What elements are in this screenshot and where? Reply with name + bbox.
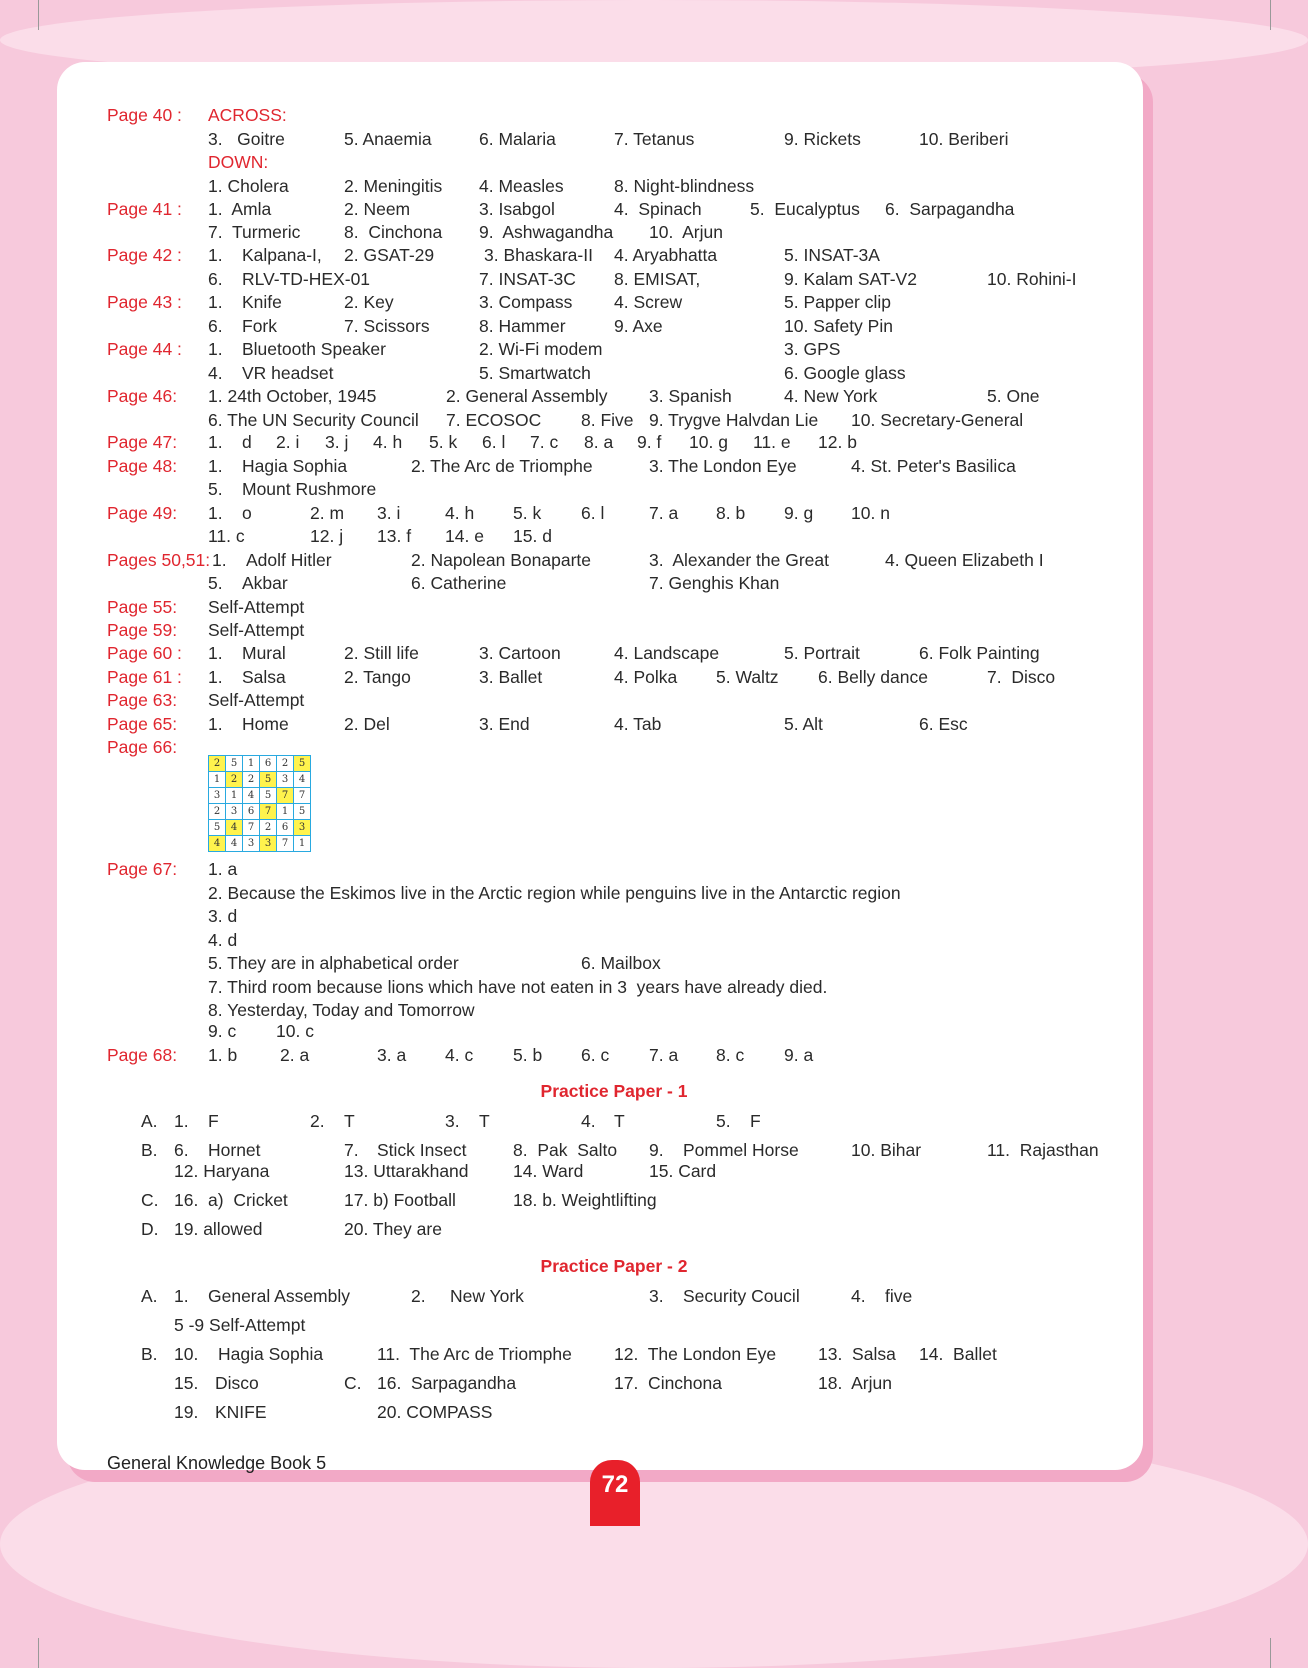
grid-cell: 5 xyxy=(260,772,277,788)
grid-cell: 2 xyxy=(209,756,226,772)
grid-cell: 3 xyxy=(294,820,311,836)
answer-item: 4. Queen Elizabeth I xyxy=(885,550,1044,570)
page-label: Page 59: xyxy=(107,620,178,640)
grid-cell: 2 xyxy=(226,772,243,788)
answer-item: 3. The London Eye xyxy=(649,456,797,476)
answer-item: 1. 24th October, 1945 xyxy=(208,386,377,406)
page-label: Page 42 : xyxy=(107,245,182,265)
answer-item: New York xyxy=(450,1286,524,1306)
grid-cell: 3 xyxy=(260,836,277,852)
grid-cell: 3 xyxy=(209,788,226,804)
answer-item: 2. xyxy=(411,1286,426,1306)
answer-item: 14. Ballet xyxy=(919,1344,997,1364)
answer-item: Akbar xyxy=(242,573,288,593)
answer-item: 3. i xyxy=(377,503,401,523)
answer-item: 6. Folk Painting xyxy=(919,643,1040,663)
answer-item: Home xyxy=(242,714,289,734)
answer-item: Mount Rushmore xyxy=(242,479,377,499)
answer-item: 9. f xyxy=(637,432,662,452)
answer-item: 13. Uttarakhand xyxy=(344,1161,469,1181)
answer-item: 6. Google glass xyxy=(784,363,906,383)
answer-item: Hornet xyxy=(208,1140,261,1160)
answer-item: 6. Mailbox xyxy=(581,953,661,973)
answer-item: 8. Hammer xyxy=(479,316,566,336)
answer-item: 4. Tab xyxy=(614,714,662,734)
answer-item: 7. Turmeric xyxy=(208,222,301,242)
answer-item: ACROSS: xyxy=(208,105,287,125)
answer-item: 3. Compass xyxy=(479,292,573,312)
page-label: Page 67: xyxy=(107,859,178,879)
grid-cell: 7 xyxy=(277,788,294,804)
page-label: Page 44 : xyxy=(107,339,182,359)
answer-item: 6. l xyxy=(581,503,605,523)
grid-cell: 5 xyxy=(226,756,243,772)
answer-item: 16. Sarpagandha xyxy=(377,1373,517,1393)
answer-item: 1. b xyxy=(208,1045,238,1065)
answer-item: 5. Anaemia xyxy=(344,129,432,149)
answer-item: 11. The Arc de Triomphe xyxy=(377,1344,572,1364)
page-label: Page 55: xyxy=(107,597,178,617)
answer-item: 3. Ballet xyxy=(479,667,543,687)
answer-item: 6. Sarpagandha xyxy=(885,199,1015,219)
answer-item: 1. xyxy=(174,1286,189,1306)
answer-item: 11. Rajasthan xyxy=(987,1140,1099,1160)
answer-item: 8. Cinchona xyxy=(344,222,443,242)
grid-row xyxy=(209,804,311,820)
answer-item: 5 -9 Self-Attempt xyxy=(174,1315,306,1335)
answer-item: 11. c xyxy=(208,526,245,546)
answer-item: 9. g xyxy=(784,503,814,523)
grid-cell: 7 xyxy=(243,820,260,836)
answer-item: 9. Rickets xyxy=(784,129,861,149)
answer-item: C. xyxy=(344,1373,362,1393)
answer-item: 3. d xyxy=(208,906,238,926)
answer-item: 1. xyxy=(208,456,223,476)
grid-cell: 6 xyxy=(277,820,294,836)
answer-item: T xyxy=(614,1111,625,1131)
answer-item: 3. xyxy=(649,1286,664,1306)
answer-item: 5. Papper clip xyxy=(784,292,892,312)
answer-item: 6. xyxy=(174,1140,189,1160)
answer-item: 9. xyxy=(649,1140,664,1160)
grid-cell: 5 xyxy=(260,788,277,804)
answer-item: 5. xyxy=(208,573,223,593)
answer-item: Self-Attempt xyxy=(208,620,305,640)
answer-item: 15. Card xyxy=(649,1161,717,1181)
answer-item: 5. Smartwatch xyxy=(479,363,591,383)
answer-item: Mural xyxy=(242,643,286,663)
answer-item: Stick Insect xyxy=(377,1140,467,1160)
answer-item: 1. Cholera xyxy=(208,176,289,196)
answer-item: 8. Yesterday, Today and Tomorrow xyxy=(208,1000,475,1020)
answer-item: 1. xyxy=(208,503,223,523)
grid-cell: 7 xyxy=(294,788,311,804)
answer-item: 1. xyxy=(212,550,227,570)
answer-item: 4. Measles xyxy=(479,176,564,196)
answer-item: 3. Isabgol xyxy=(479,199,555,219)
answer-item: 7. ECOSOC xyxy=(446,410,542,430)
answer-item: 13. f xyxy=(377,526,412,546)
answer-item: 4. c xyxy=(445,1045,474,1065)
answer-item: 20. They are xyxy=(344,1219,442,1239)
answer-item: 5. They are in alphabetical order xyxy=(208,953,459,973)
answer-item: 8. a xyxy=(584,432,614,452)
answer-item: 4. Screw xyxy=(614,292,683,312)
grid-cell: 1 xyxy=(243,756,260,772)
answer-item: 6. Belly dance xyxy=(818,667,928,687)
answer-item: 5. Eucalyptus xyxy=(750,199,860,219)
page-label: Page 66: xyxy=(107,737,178,757)
answer-item: 4. Spinach xyxy=(614,199,702,219)
grid-row xyxy=(209,756,311,772)
answer-item: 8. Night-blindness xyxy=(614,176,755,196)
page-label: Page 43 : xyxy=(107,292,182,312)
page-label: Page 46: xyxy=(107,386,178,406)
answer-item: 1. xyxy=(208,292,223,312)
answer-item: 5. INSAT-3A xyxy=(784,245,880,265)
grid-cell: 2 xyxy=(209,804,226,820)
answer-item: RLV-TD-HEX-01 xyxy=(242,269,371,289)
answer-item: 2. General Assembly xyxy=(446,386,608,406)
answer-item: 2. GSAT-29 xyxy=(344,245,435,265)
answer-item: A. xyxy=(141,1286,158,1306)
answer-item: 12. b xyxy=(818,432,857,452)
answer-item: 12. Haryana xyxy=(174,1161,270,1181)
crop-mark xyxy=(1270,1638,1271,1668)
answer-item: B. xyxy=(141,1344,158,1364)
grid-cell: 2 xyxy=(260,820,277,836)
grid-cell: 3 xyxy=(226,804,243,820)
answer-item: F xyxy=(208,1111,219,1131)
answer-item: 4. Polka xyxy=(614,667,678,687)
grid-row xyxy=(209,772,311,788)
answer-item: 2. Napolean Bonaparte xyxy=(411,550,591,570)
answer-item: 5. Alt xyxy=(784,714,823,734)
answer-item: 5. Portrait xyxy=(784,643,860,663)
answer-item: 15. d xyxy=(513,526,552,546)
answer-item: 3. Alexander the Great xyxy=(649,550,829,570)
practice-paper-2-title: Practice Paper - 2 xyxy=(540,1256,688,1276)
answer-item: 1. xyxy=(208,245,223,265)
answer-item: five xyxy=(885,1286,913,1306)
answer-item: 5. xyxy=(716,1111,731,1131)
answer-item: 2. Wi-Fi modem xyxy=(479,339,603,359)
answer-item: 5. One xyxy=(987,386,1040,406)
grid-cell: 1 xyxy=(277,804,294,820)
answer-item: 2. Del xyxy=(344,714,390,734)
grid-cell: 5 xyxy=(209,820,226,836)
answer-item: 10. g xyxy=(689,432,728,452)
answer-item: 6. Esc xyxy=(919,714,968,734)
answer-item: Security Coucil xyxy=(683,1286,800,1306)
page-label: Page 65: xyxy=(107,714,178,734)
answer-item: 10. xyxy=(174,1344,199,1364)
page-label: Page 41 : xyxy=(107,199,182,219)
answer-item: 4. h xyxy=(373,432,403,452)
answer-item: 7. c xyxy=(530,432,559,452)
answer-item: 7. a xyxy=(649,1045,679,1065)
grid-cell: 2 xyxy=(243,772,260,788)
answer-item: 10. Rohini-I xyxy=(987,269,1077,289)
answer-item: General Assembly xyxy=(208,1286,351,1306)
answer-item: 4. St. Peter's Basilica xyxy=(851,456,1016,476)
book-title-footer: General Knowledge Book 5 xyxy=(107,1453,327,1473)
answer-item: 6. c xyxy=(581,1045,610,1065)
answer-item: 10. c xyxy=(276,1021,314,1041)
answer-item: B. xyxy=(141,1140,158,1160)
answer-item: 2. Still life xyxy=(344,643,419,663)
grid-cell: 2 xyxy=(277,756,294,772)
answer-item: 4. xyxy=(208,363,223,383)
grid-cell: 1 xyxy=(209,772,226,788)
answer-item: 10. Bihar xyxy=(851,1140,922,1160)
page-label: Pages 50,51: xyxy=(107,550,211,570)
page-label: Page 49: xyxy=(107,503,178,523)
answer-item: KNIFE xyxy=(215,1402,267,1422)
answer-item: 5. Waltz xyxy=(716,667,779,687)
answer-item: C. xyxy=(141,1190,159,1210)
grid-cell: 5 xyxy=(294,756,311,772)
answer-item: 8. Five xyxy=(581,410,634,430)
page-number-badge: 72 xyxy=(590,1460,640,1526)
answer-item: 5. b xyxy=(513,1045,543,1065)
answer-item: 13. Salsa xyxy=(818,1344,896,1364)
answer-item: 17. b) Football xyxy=(344,1190,456,1210)
answer-item: 3. Bhaskara-II xyxy=(484,245,593,265)
answer-item: 2. xyxy=(310,1111,325,1131)
answer-item: 4. d xyxy=(208,930,238,950)
answer-item: 2. The Arc de Triomphe xyxy=(411,456,593,476)
answer-item: 7. Genghis Khan xyxy=(649,573,780,593)
answer-item: 5. k xyxy=(513,503,542,523)
answer-item: 14. e xyxy=(445,526,484,546)
grid-cell: 5 xyxy=(294,804,311,820)
answer-item: VR headset xyxy=(242,363,334,383)
answer-item: 1. xyxy=(208,643,223,663)
answer-item: 2. a xyxy=(280,1045,310,1065)
answer-item: Self-Attempt xyxy=(208,597,305,617)
answer-item: 9. Kalam SAT-V2 xyxy=(784,269,917,289)
answer-item: Salsa xyxy=(242,667,286,687)
answer-item: 10. Beriberi xyxy=(919,129,1009,149)
grid-cell: 3 xyxy=(243,836,260,852)
answer-item: DOWN: xyxy=(208,152,269,172)
answer-item: Pommel Horse xyxy=(683,1140,799,1160)
answer-item: 3. End xyxy=(479,714,530,734)
answer-item: 1. a xyxy=(208,859,238,879)
answer-item: 10. Arjun xyxy=(649,222,723,242)
answer-item: 4. Landscape xyxy=(614,643,720,663)
answer-item: 7. a xyxy=(649,503,679,523)
crop-mark xyxy=(1270,0,1271,30)
answer-item: 12. The London Eye xyxy=(614,1344,777,1364)
answer-item: 18. b. Weightlifting xyxy=(513,1190,657,1210)
answer-item: 2. i xyxy=(276,432,300,452)
page-label: Page 61 : xyxy=(107,667,182,687)
answer-item: 7. Disco xyxy=(987,667,1056,687)
answer-item: 3. Cartoon xyxy=(479,643,561,663)
answer-item: 6. l xyxy=(482,432,506,452)
answer-item: 3. xyxy=(445,1111,460,1131)
answer-item: 9. Trygve Halvdan Lie xyxy=(649,410,819,430)
answer-item: 5. k xyxy=(429,432,458,452)
grid-cell: 4 xyxy=(226,820,243,836)
grid-cell: 4 xyxy=(209,836,226,852)
answer-item: 11. e xyxy=(753,432,791,452)
answer-item: 3. a xyxy=(377,1045,407,1065)
answer-item: 4. New York xyxy=(784,386,878,406)
grid-cell: 6 xyxy=(243,804,260,820)
answer-item: D. xyxy=(141,1219,159,1239)
grid-cell: 7 xyxy=(260,804,277,820)
answer-item: 15. xyxy=(174,1373,199,1393)
answer-item: 7. Scissors xyxy=(344,316,430,336)
answer-item: 4. h xyxy=(445,503,475,523)
answer-item: 2. Neem xyxy=(344,199,411,219)
answer-item: Knife xyxy=(242,292,282,312)
page-label: Page 60 : xyxy=(107,643,182,663)
grid-cell: 4 xyxy=(243,788,260,804)
answer-item: 6. xyxy=(208,316,223,336)
answer-item: 8. EMISAT, xyxy=(614,269,701,289)
answer-item: Hagia Sophia xyxy=(218,1344,324,1364)
page-label: Page 40 : xyxy=(107,105,182,125)
answer-item: 7. INSAT-3C xyxy=(479,269,576,289)
answer-item: o xyxy=(242,503,252,523)
answer-item: Bluetooth Speaker xyxy=(242,339,386,359)
grid-cell: 4 xyxy=(226,836,243,852)
answer-item: 14. Ward xyxy=(513,1161,584,1181)
answer-item: 9. Axe xyxy=(614,316,663,336)
answer-item: 6. Malaria xyxy=(479,129,556,149)
answer-item: 18. Arjun xyxy=(818,1373,892,1393)
answer-item: 1. xyxy=(174,1111,189,1131)
answer-item: 3. Spanish xyxy=(649,386,732,406)
answer-item: Self-Attempt xyxy=(208,690,305,710)
answer-item: T xyxy=(344,1111,355,1131)
answer-item: 4. xyxy=(851,1286,866,1306)
answer-item: 3. GPS xyxy=(784,339,841,359)
answer-item: 10. n xyxy=(851,503,890,523)
answer-item: 3. j xyxy=(325,432,349,452)
answer-item: 19. xyxy=(174,1402,199,1422)
grid-cell: 1 xyxy=(294,836,311,852)
answer-item: Disco xyxy=(215,1373,259,1393)
answer-item: 8. c xyxy=(716,1045,745,1065)
crop-mark xyxy=(38,0,39,30)
answer-item: 2. m xyxy=(310,503,345,523)
answer-item: 10. Safety Pin xyxy=(784,316,893,336)
answer-item: 10. Secretary-General xyxy=(851,410,1024,430)
grid-cell: 1 xyxy=(226,788,243,804)
answer-item: 7. xyxy=(344,1140,359,1160)
answer-item: 1. xyxy=(208,667,223,687)
grid-cell: 6 xyxy=(260,756,277,772)
page-label: Page 68: xyxy=(107,1045,178,1065)
answer-item: 5. xyxy=(208,479,223,499)
answer-item: 17. Cinchona xyxy=(614,1373,722,1393)
answer-item: A. xyxy=(141,1111,158,1131)
answer-item: 1. xyxy=(208,339,223,359)
answer-item: T xyxy=(479,1111,490,1131)
page-label: Page 63: xyxy=(107,690,178,710)
answer-item: F xyxy=(750,1111,761,1131)
answer-item: 9. a xyxy=(784,1045,814,1065)
answer-item: 1. Amla xyxy=(208,199,272,219)
answer-item: 2. Tango xyxy=(344,667,411,687)
answer-item: 4. xyxy=(581,1111,596,1131)
answer-item: 7. Tetanus xyxy=(614,129,695,149)
answer-item: d xyxy=(242,432,252,452)
crop-mark xyxy=(38,1638,39,1668)
answer-item: 6. The UN Security Council xyxy=(208,410,419,430)
answer-item: 9. Ashwagandha xyxy=(479,222,614,242)
answer-item: 4. Aryabhatta xyxy=(614,245,718,265)
grid-row xyxy=(209,788,311,804)
page-label: Page 48: xyxy=(107,456,178,476)
practice-paper-1-title: Practice Paper - 1 xyxy=(540,1081,688,1101)
answer-item: 6. xyxy=(208,269,223,289)
answer-item: 2. Because the Eskimos live in the Arctic region while penguins live in the Antarctic region xyxy=(208,883,901,903)
answer-item: Hagia Sophia xyxy=(242,456,348,476)
answer-item: 7. Third room because lions which have not eaten in 3 years have already died. xyxy=(208,977,828,997)
answer-item: 8. b xyxy=(716,503,746,523)
grid-row xyxy=(209,836,311,852)
answer-item: 20. COMPASS xyxy=(377,1402,493,1422)
answer-item: 3. Goitre xyxy=(208,129,285,149)
sudoku-grid-answer xyxy=(208,755,311,852)
grid-cell: 3 xyxy=(277,772,294,788)
answer-item: 1. xyxy=(208,714,223,734)
answer-item: 16. a) Cricket xyxy=(174,1190,288,1210)
page-label: Page 47: xyxy=(107,432,178,452)
grid-cell: 4 xyxy=(294,772,311,788)
answer-item: Adolf Hitler xyxy=(246,550,332,570)
answer-item: 1. xyxy=(208,432,223,452)
answer-item: 6. Catherine xyxy=(411,573,507,593)
answer-item: Fork xyxy=(242,316,277,336)
answer-item: 8. Pak Salto xyxy=(513,1140,618,1160)
grid-cell: 7 xyxy=(277,836,294,852)
grid-row xyxy=(209,820,311,836)
answer-item: 2. Key xyxy=(344,292,394,312)
answer-item: 9. c xyxy=(208,1021,237,1041)
answer-item: 2. Meningitis xyxy=(344,176,443,196)
answer-item: Kalpana-I, xyxy=(242,245,322,265)
answer-item: 12. j xyxy=(310,526,344,546)
answer-item: 19. allowed xyxy=(174,1219,263,1239)
